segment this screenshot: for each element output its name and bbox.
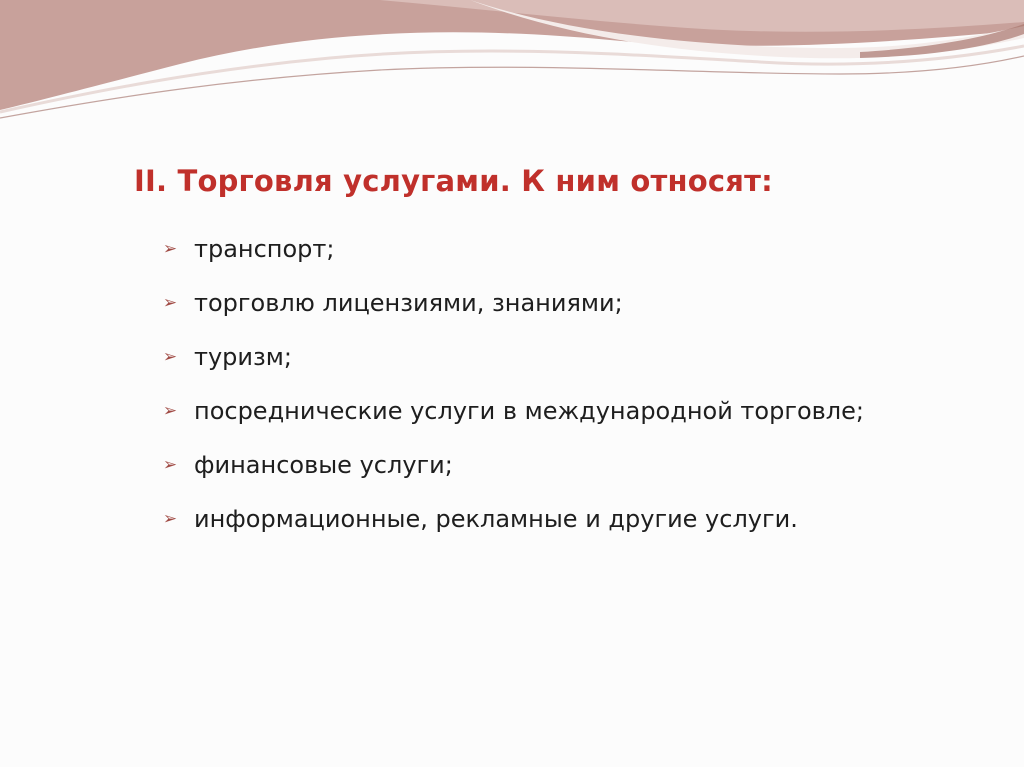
list-item <box>162 438 864 492</box>
list-item <box>162 384 864 438</box>
list-item-text: финансовые услуги; <box>194 451 453 479</box>
list-item-text: посреднические услуги в международной торговле; <box>194 397 864 425</box>
list-item <box>162 276 864 330</box>
chevron-right-arrow-icon: ➢ <box>162 454 178 475</box>
chevron-right-arrow-icon: ➢ <box>162 238 178 259</box>
chevron-right-arrow-icon: ➢ <box>162 292 178 313</box>
chevron-right-arrow-icon: ➢ <box>162 346 178 367</box>
list-item-text: транспорт; <box>194 235 335 263</box>
list-item <box>162 222 864 276</box>
list-item-text: информационные, рекламные и другие услуги. <box>194 505 798 533</box>
list-item <box>162 492 864 546</box>
slide-heading: II. Торговля услугами. К ним относят: <box>134 164 773 198</box>
chevron-right-arrow-icon: ➢ <box>162 400 178 421</box>
chevron-right-arrow-icon: ➢ <box>162 508 178 529</box>
header-wave-decoration <box>0 0 1024 130</box>
list-item <box>162 330 864 384</box>
list-item-text: туризм; <box>194 343 292 371</box>
bullet-list <box>162 222 864 546</box>
list-item-text: торговлю лицензиями, знаниями; <box>194 289 623 317</box>
